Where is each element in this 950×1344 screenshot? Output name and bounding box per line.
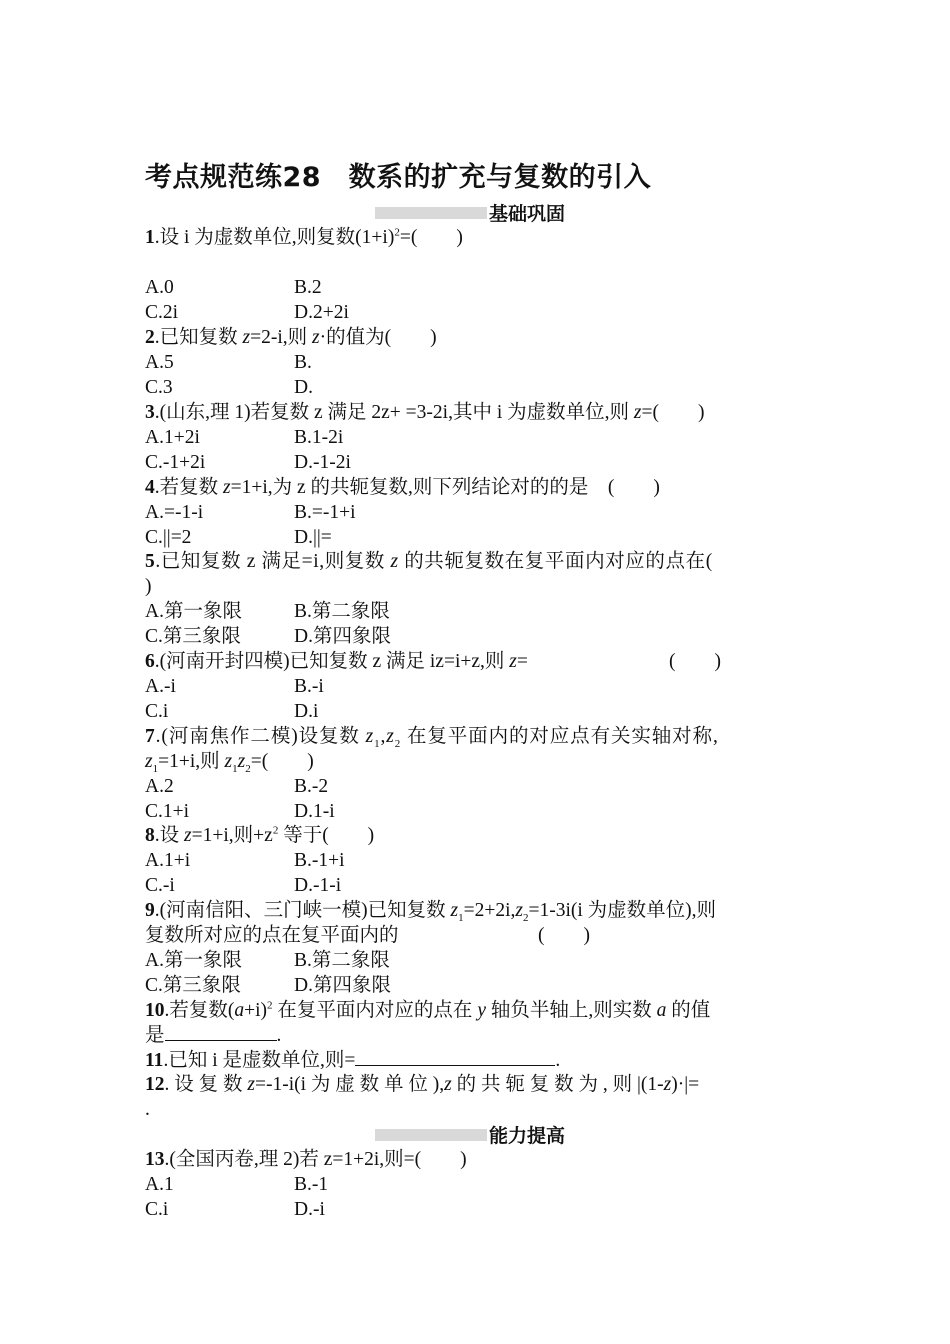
variable: z [312,327,320,348]
option-b: B.第二象限 [294,601,390,622]
variable: z [633,402,642,423]
question-text: .(河南焦作二模)设复数 [155,726,366,747]
question-text: =-1-i(i 为 虚 数 单 位 ), [254,1074,445,1095]
options-row [145,599,443,624]
option-d: D.i [294,701,319,722]
question-text: =1-3i(i 为虚数单位),则 [528,900,717,921]
subscript: 1 [232,762,238,775]
option-a: A.1+i [145,850,191,871]
question-number: 11 [145,1050,164,1071]
variable: z [223,477,231,498]
options-row [145,873,443,898]
section-bar [375,207,487,219]
option-d: D.第四象限 [294,626,391,647]
question-text: 的 共 轭 复 数 为 , 则 |(1- [451,1074,664,1095]
option-a: A.1+2i [145,427,200,448]
question-text: 在复平面内对应的点在 [272,1000,478,1021]
question-7 [145,724,719,749]
question-text: =1+i,则+z [191,825,273,846]
question-4 [145,475,660,500]
question-10 [145,998,710,1023]
question-text: , [380,726,387,747]
options-row [145,500,443,525]
option-c: C.||=2 [145,527,192,548]
options-row [145,848,443,873]
option-c: C.第三象限 [145,626,241,647]
options-row [145,1197,443,1222]
question-number: 3 [145,402,155,423]
option-d: D.1-i [294,801,335,822]
question-text: =2-i,则 [250,327,313,348]
question-text: =( ) [250,751,314,772]
question-text: )·|= [671,1074,700,1095]
section-header-basic [145,199,810,225]
question-8 [145,823,374,848]
question-text: ) [145,576,152,597]
question-text: = [516,651,528,672]
option-a: A.5 [145,352,174,373]
option-b: B.1-2i [294,427,344,448]
question-number: 9 [145,900,155,921]
question-number: 6 [145,651,155,672]
option-d: D.-1-2i [294,452,351,473]
options-row [145,973,443,998]
option-c: C.-1+2i [145,452,206,473]
question-text: .已知复数 z 满足=i,则复数 [155,551,391,572]
question-text: =1+i,则 [158,751,225,772]
option-d: D.-1-i [294,875,342,896]
option-a: A.2 [145,776,174,797]
option-a: A.第一象限 [145,601,242,622]
question-text: 等于( ) [278,825,375,846]
variable: z [663,1074,672,1095]
option-c: C.i [145,1199,169,1220]
question-12-continued [145,1097,150,1122]
options-row [145,948,443,973]
option-d: D.-i [294,1199,325,1220]
variable: z [237,751,246,772]
question-12 [145,1072,699,1097]
question-13 [145,1147,467,1172]
option-d: D.2+2i [294,302,349,323]
question-number: 2 [145,327,155,348]
question-text: .若复数( [164,1000,235,1021]
question-text: .已知复数 [154,327,243,348]
variable: a [234,1000,245,1021]
option-c: C.i [145,701,169,722]
question-text: . [555,1050,561,1071]
variable: z [386,726,395,747]
question-5 [145,549,713,574]
variable: y [477,1000,486,1021]
question-10-continued [145,1022,281,1048]
variable: z [145,751,153,772]
question-number: 4 [145,477,155,498]
section-header-advanced [145,1121,810,1147]
question-9-continued [145,923,590,948]
options-row [145,450,443,475]
variable: z [515,900,523,921]
question-text: =( ) [641,402,705,423]
question-text: =1+i,为 z 的共轭复数,则下列结论对的的是 ( ) [230,477,660,498]
options-row [145,425,443,450]
superscript: 2 [394,226,400,239]
question-text: ·的值为( ) [319,327,437,348]
question-1 [145,225,463,250]
option-a: A.0 [145,277,174,298]
question-number: 10 [145,1000,165,1021]
question-text: 是 [145,1025,165,1046]
option-b: B.2 [294,277,322,298]
answer-blank[interactable] [355,1047,555,1066]
options-row [145,350,443,375]
question-text: . [145,1099,150,1120]
option-a: A.第一象限 [145,950,242,971]
options-row [145,375,443,400]
question-text: .(河南开封四模)已知复数 z 满足 iz=i+z,则 [154,651,510,672]
question-text: .设 i 为虚数单位,则复数(1+i) [154,227,395,248]
variable: z [184,825,192,846]
question-6 [145,649,721,674]
variable: z [450,900,459,921]
question-number: 12 [145,1074,165,1095]
option-c: C.2i [145,302,179,323]
question-text: .已知 i 是虚数单位,则= [163,1050,356,1071]
options-row [145,624,443,649]
options-row [145,674,443,699]
question-2 [145,325,437,350]
option-d: D. [294,377,313,398]
option-d: D.第四象限 [294,975,391,996]
question-number: 5 [145,551,156,572]
question-3 [145,400,704,425]
option-c: C.-i [145,875,175,896]
question-number: 1 [145,227,155,248]
question-text: 的共轭复数在复平面内对应的点在( [398,551,713,572]
subscript: 1 [458,911,464,924]
question-5-continued [145,574,152,599]
option-d: D.||= [294,527,332,548]
options-row [145,275,443,300]
option-b: B.第二象限 [294,950,390,971]
answer-paren: ( ) [538,925,590,946]
question-number: 13 [145,1149,165,1170]
answer-paren: ( ) [669,651,721,672]
subscript: 1 [152,762,159,775]
question-text: .(河南信阳、三门峡一模)已知复数 [154,900,451,921]
answer-blank[interactable] [165,1022,277,1041]
question-text: 的值 [666,1000,711,1021]
subscript: 1 [374,737,381,750]
option-a: A.=-1-i [145,502,204,523]
question-text: 轴负半轴上,则实数 [485,1000,657,1021]
options-row [145,1172,443,1197]
question-text: .若复数 [154,477,224,498]
question-text: . [276,1025,282,1046]
options-row [145,774,443,799]
variable: z [242,327,251,348]
variable: a [656,1000,667,1021]
question-number: 8 [145,825,155,846]
section-label: 能力提高 [489,1125,566,1147]
page-title: 考点规范练28 数系的扩充与复数的引入 [145,162,652,193]
variable: z [509,651,517,672]
variable: z [224,751,233,772]
option-c: C.3 [145,377,173,398]
question-text: =2+2i, [463,900,516,921]
subscript: 2 [245,762,251,775]
variable: z [444,1074,452,1095]
question-text: . 设 复 数 [164,1074,248,1095]
option-b: B.-1 [294,1174,329,1195]
option-b: B.=-1+i [294,502,356,523]
option-b: B.-1+i [294,850,345,871]
option-b: B.-i [294,676,324,697]
option-c: C.1+i [145,801,190,822]
question-text: .设 [154,825,185,846]
question-text: 在复平面内的对应点有关实轴对称, [401,726,719,747]
option-c: C.第三象限 [145,975,241,996]
options-row [145,699,443,724]
option-a: A.1 [145,1174,174,1195]
question-9 [145,898,716,923]
question-text: 复数所对应的点在复平面内的 [145,925,399,946]
variable: z [247,1074,255,1095]
option-b: B.-2 [294,776,329,797]
question-text: =( ) [399,227,463,248]
variable: z [365,726,375,747]
variable: z [390,551,399,572]
options-row [145,300,443,325]
question-text: +i) [244,1000,268,1021]
question-text: .(山东,理 1)若复数 z 满足 2z+ =3-2i,其中 i 为虚数单位,则 [154,402,634,423]
section-label: 基础巩固 [489,203,566,225]
question-number: 7 [145,726,156,747]
subscript: 2 [522,911,529,924]
question-11 [145,1047,560,1073]
superscript: 2 [267,999,273,1012]
options-row [145,799,443,824]
option-a: A.-i [145,676,176,697]
option-b: B. [294,352,312,373]
question-7-continued [145,749,314,774]
section-bar [375,1129,487,1141]
options-row [145,525,443,550]
subscript: 2 [394,737,402,750]
question-text: .(全国丙卷,理 2)若 z=1+2i,则=( ) [164,1149,467,1170]
superscript: 2 [272,824,279,837]
